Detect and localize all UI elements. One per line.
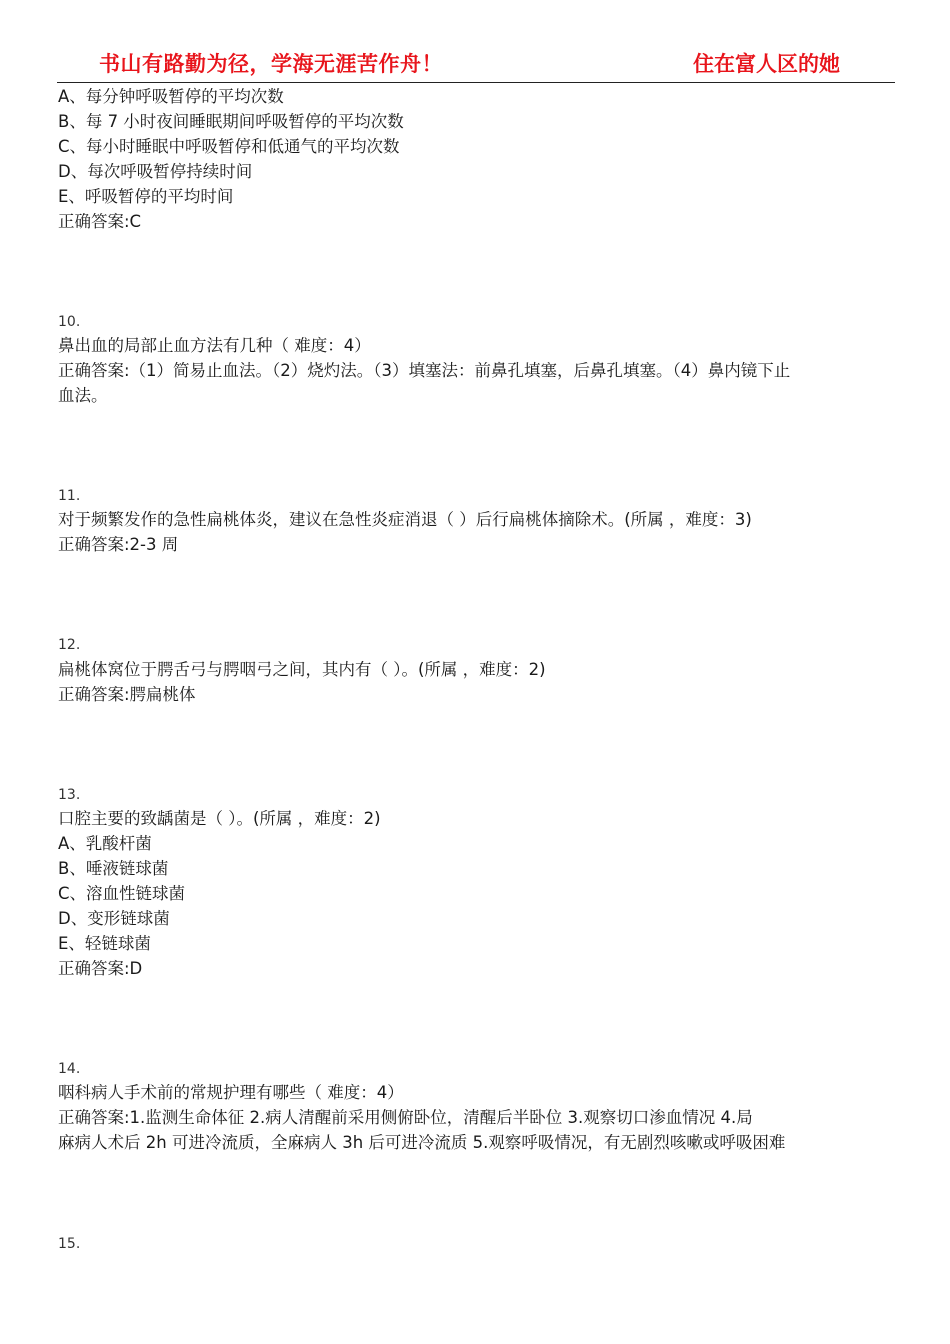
q14-number: 14. xyxy=(58,1061,81,1077)
q9-option-a: A、每分钟呼吸暂停的平均次数 xyxy=(58,87,284,106)
q10-stem: 鼻出血的局部止血方法有几种（ 难度：4） xyxy=(58,336,371,355)
q11-number: 11. xyxy=(58,488,81,504)
q13-stem: 口腔主要的致龋菌是（ ）。(所属 ，难度：2) xyxy=(58,809,381,828)
header-brand: 住在富人区的她 xyxy=(693,51,840,76)
q10-number: 10. xyxy=(58,314,81,330)
q14-answer-line2: 麻病人术后 2h 可进冷流质，全麻病人 3h 后可进冷流质 5.观察呼吸情况，有无剧烈咳嗽或呼吸困难 xyxy=(58,1133,786,1152)
q9-option-e: E、呼吸暂停的平均时间 xyxy=(58,187,234,206)
q13-option-e: E、轻链球菌 xyxy=(58,934,151,953)
q13-option-c: C、溶血性链球菌 xyxy=(58,884,186,903)
header-motto: 书山有路勤为径，学海无涯苦作舟！ xyxy=(99,51,443,76)
q9-option-d: D、每次呼吸暂停持续时间 xyxy=(58,162,253,181)
q9-answer: 正确答案:C xyxy=(58,212,142,231)
q15-number: 15. xyxy=(58,1236,81,1252)
q10-answer-line2: 血法。 xyxy=(58,386,108,405)
q9-option-c: C、每小时睡眠中呼吸暂停和低通气的平均次数 xyxy=(58,137,400,156)
q13-option-a: A、乳酸杆菌 xyxy=(58,834,152,853)
q12-answer: 正确答案:腭扁桃体 xyxy=(58,685,196,704)
q13-option-b: B、唾液链球菌 xyxy=(58,859,169,878)
q12-number: 12. xyxy=(58,637,81,653)
page-header xyxy=(0,0,950,90)
q12-stem: 扁桃体窝位于腭舌弓与腭咽弓之间，其内有（ ）。(所属 ，难度：2) xyxy=(58,660,546,679)
q10-answer-line1: 正确答案:（1）简易止血法。（2）烧灼法。（3）填塞法：前鼻孔填塞，后鼻孔填塞。（4）鼻内镜下止 xyxy=(58,361,791,380)
q13-option-d: D、变形链球菌 xyxy=(58,909,170,928)
q11-answer: 正确答案:2-3 周 xyxy=(58,535,179,554)
q14-answer-line1: 正确答案:1.监测生命体征 2.病人清醒前采用侧俯卧位，清醒后半卧位 3.观察切口渗血情况 4.局 xyxy=(58,1108,753,1127)
q9-option-b: B、每 7 小时夜间睡眠期间呼吸暂停的平均次数 xyxy=(58,112,404,131)
header-divider xyxy=(57,82,895,83)
q11-stem: 对于频繁发作的急性扁桃体炎，建议在急性炎症消退（ ）后行扁桃体摘除术。(所属 ，难度：3) xyxy=(58,510,752,529)
q13-number: 13. xyxy=(58,787,81,803)
q13-answer: 正确答案:D xyxy=(58,959,143,978)
q14-stem: 咽科病人手术前的常规护理有哪些（ 难度：4） xyxy=(58,1083,404,1102)
